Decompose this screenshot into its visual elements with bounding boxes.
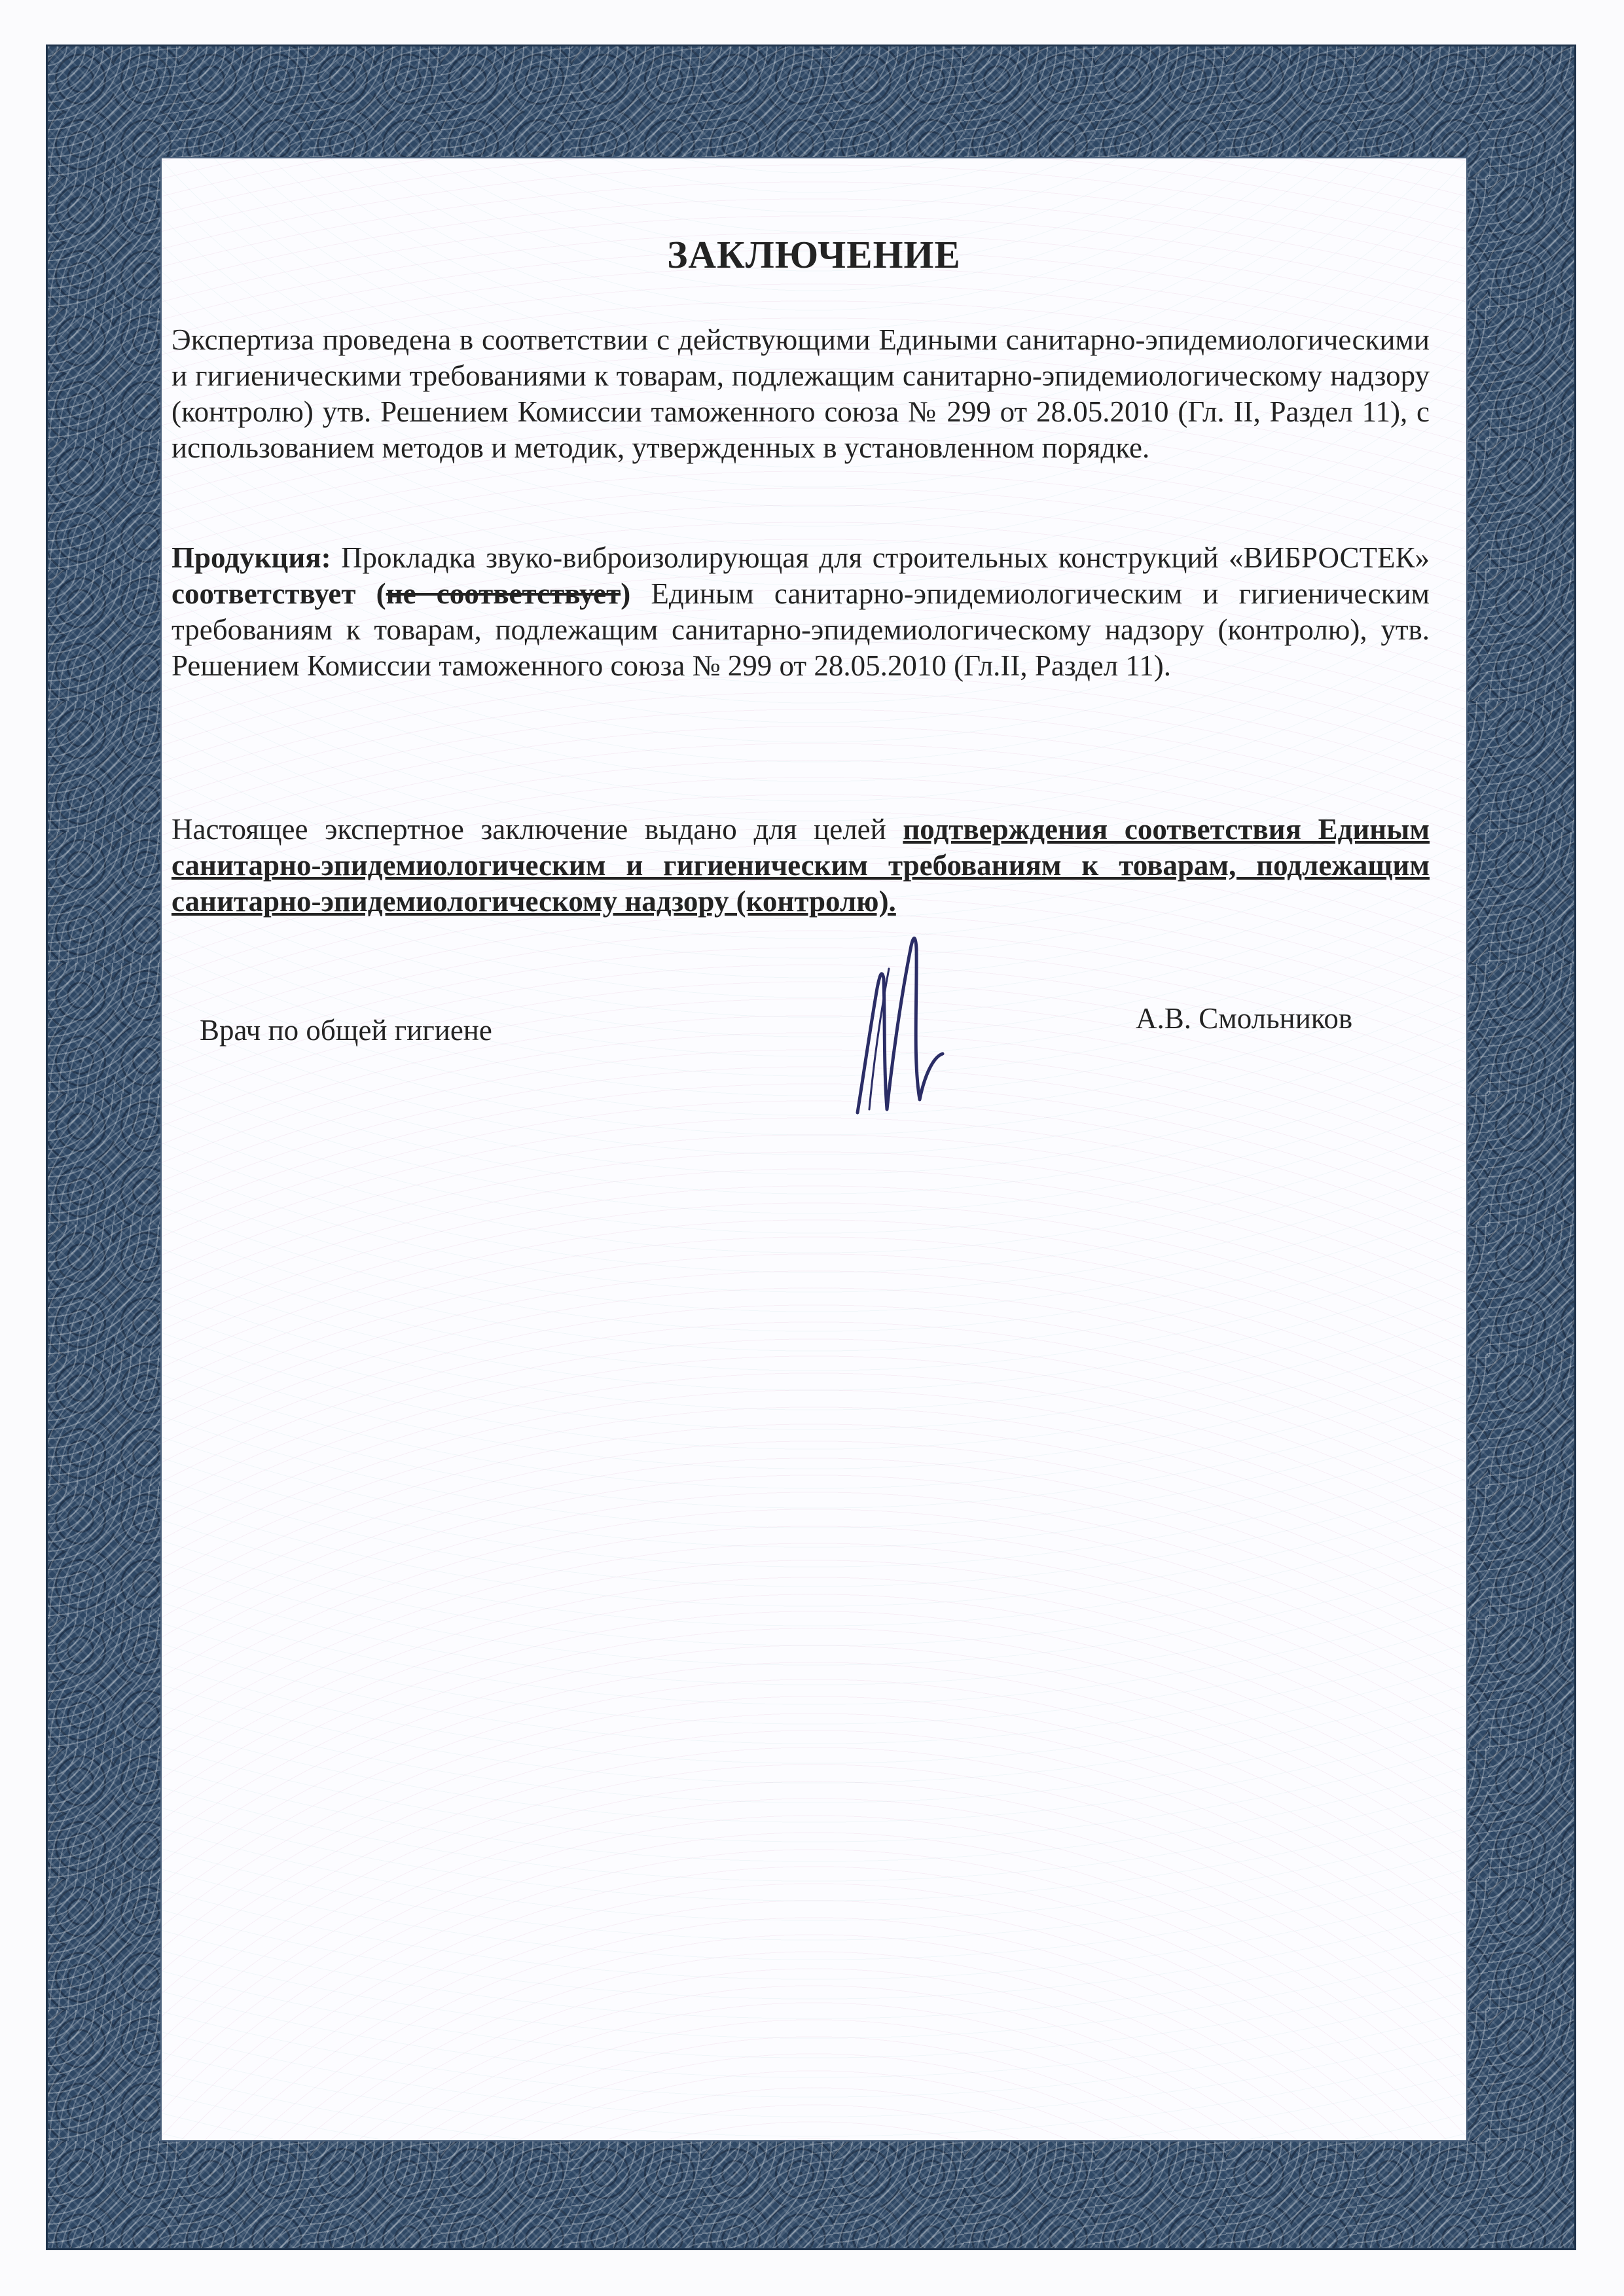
close-paren: ) <box>621 577 631 610</box>
open-paren: ( <box>376 577 386 610</box>
document-title: ЗАКЛЮЧЕНИЕ <box>667 233 961 276</box>
handwritten-signature <box>851 929 949 1126</box>
product-description: Прокладка звуко-виброизолирующая для строительных конструкций «ВИБРОСТЕК» <box>341 541 1430 574</box>
signatory-name: А.В. Смольников <box>1136 1002 1353 1035</box>
product-paragraph <box>171 540 1430 684</box>
purpose-underlined: подтверждения соответствия Единым санитарно-эпидемиологическим и гигиеническим требованиям к товарам, подлежащим санитарно-эпидемиологическому надзору (контролю). <box>171 813 1430 918</box>
expertise-paragraph: Экспертиза проведена в соответствии с действующими Едиными санитарно-эпидемиологическими и гигиеническими требованиями к товарам, подлежащим санитарно-эпидемиологическому надзору (контролю) утв. Решением Комиссии таможенного союза № 299 от 28.05.2010 (Гл. II, Раздел 11), с использованием методов и методик, утвержденных в установленном порядке. <box>171 323 1430 464</box>
complies-verdict: соответствует <box>171 577 356 610</box>
purpose-intro: Настоящее экспертное заключение выдано для целей <box>171 813 886 846</box>
purpose-paragraph <box>171 812 1430 920</box>
signatory-position: Врач по общей гигиене <box>200 1014 492 1047</box>
not-complies-struck: не соответствует <box>386 577 621 610</box>
product-label: Продукция: <box>171 541 331 574</box>
product-requirements: Единым санитарно-эпидемиологическим и гигиеническим требованиям к товарам, подлежащим санитарно-эпидемиологическому надзору (контролю), утв. Решением Комиссии таможенного союза № 299 от 28.05.2010 (Гл.II, Раздел 11). <box>171 577 1430 682</box>
